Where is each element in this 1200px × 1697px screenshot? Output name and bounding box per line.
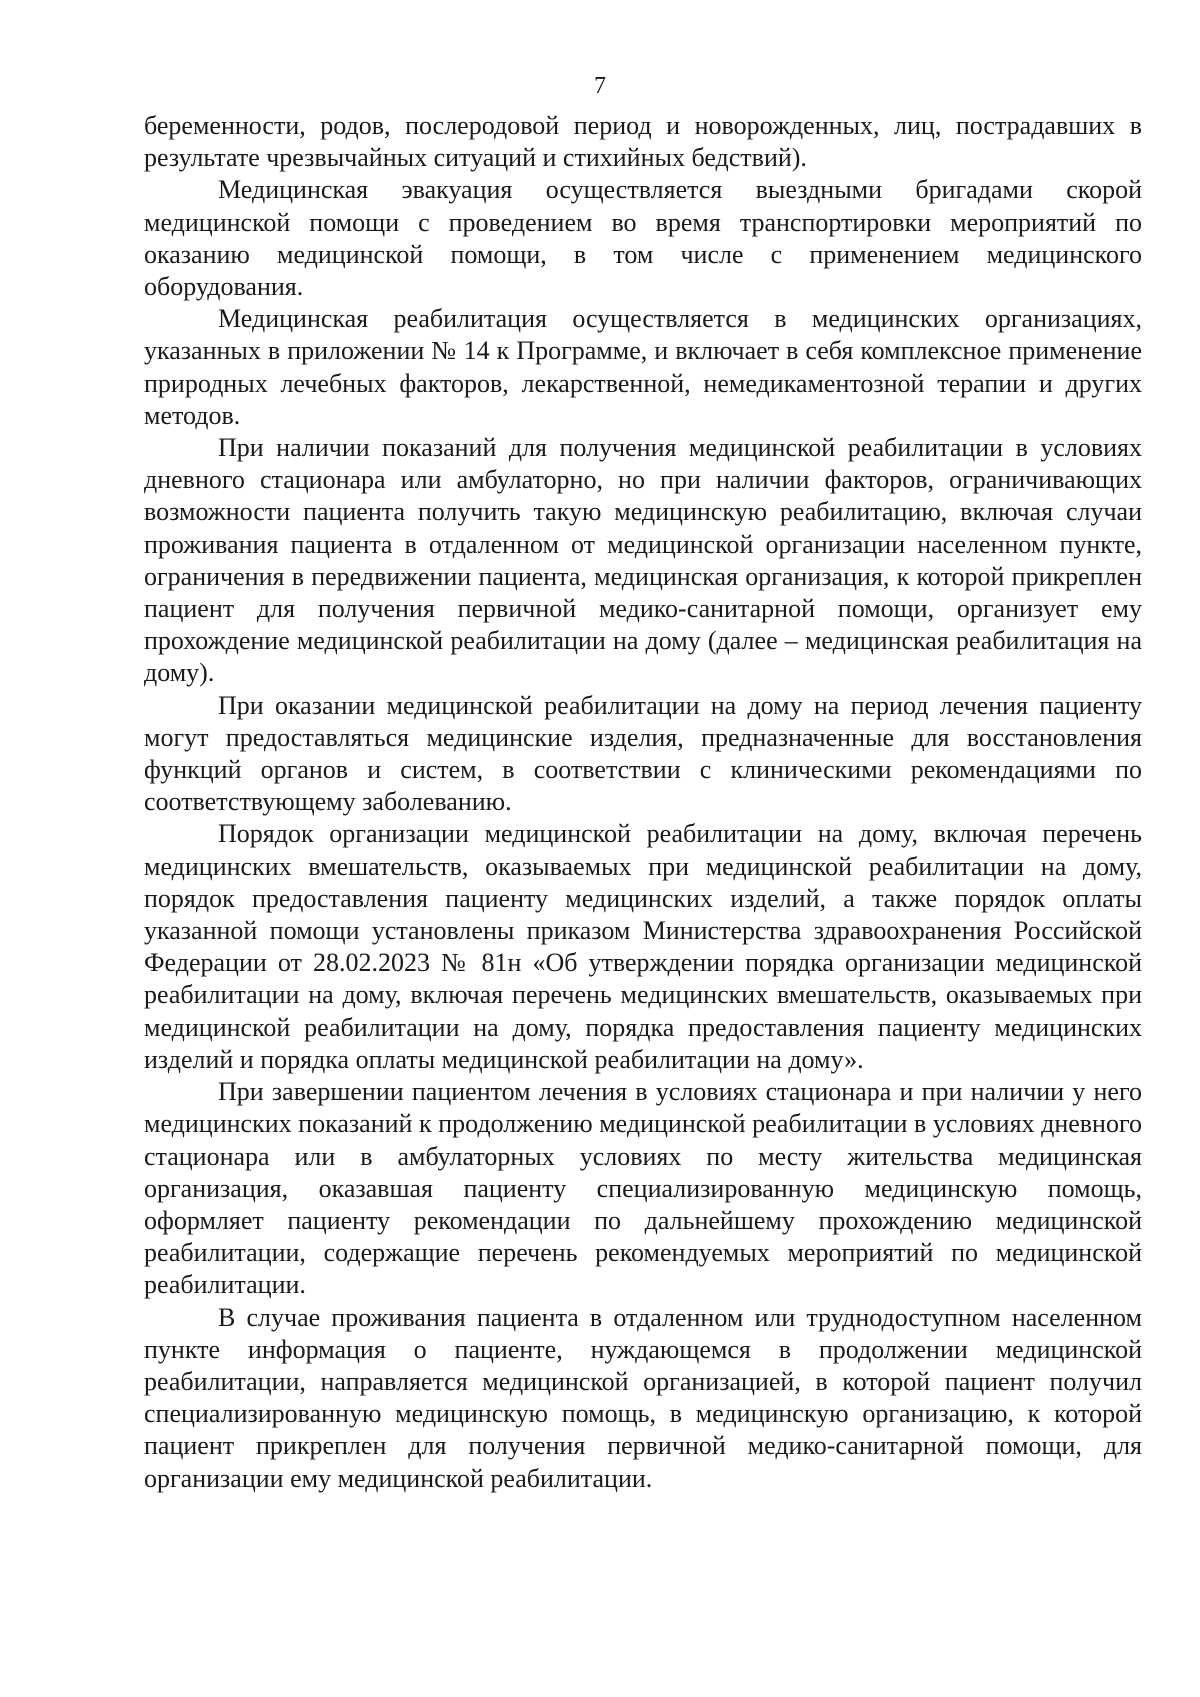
document-body <box>144 110 1142 1495</box>
paragraph-discharge-recommendations: При завершении пациентом лечения в условиях стационара и при наличии у него медицинских показаний к продолжению медицинской реабилитации в условиях дневного стационара или в амбулаторных условиях по месту жительства медицинская организация, оказавшая пациенту специализированную медицинскую помощь, оформляет пациенту рекомендации по дальнейшему прохождению медицинской реабилитации, содержащие перечень рекомендуемых мероприятий по медицинской реабилитации. <box>144 1077 1142 1300</box>
paragraph-home-rehabilitation-indications: При наличии показаний для получения медицинской реабилитации в условиях дневного стационара или амбулаторно, но при наличии факторов, ограничивающих возможности пациента получить такую медицинскую реабилитацию, включая случаи проживания пациента в отдаленном от медицинской организации населенном пункте, ограничения в передвижении пациента, медицинская организация, к которой прикреплен пациент для получения первичной медико-санитарной помощи, организует ему прохождение медицинской реабилитации на дому (далее – медицинская реабилитация на дому). <box>144 433 1142 688</box>
page-number: 7 <box>594 73 606 99</box>
paragraph-rehabilitation-procedure: Порядок организации медицинской реабилитации на дому, включая перечень медицинских вмешательств, оказываемых при медицинской реабилитации на дому, порядок предоставления пациенту медицинских изделий, а также порядок оплаты указанной помощи установлены приказом Министерства здравоохранения Российской Федерации от 28.02.2023 № 81н «Об утверждении порядка организации медицинской реабилитации на дому, включая перечень медицинских вмешательств, оказываемых при медицинской реабилитации на дому, порядка предоставления пациенту медицинских изделий и порядка оплаты медицинской реабилитации на дому». <box>144 819 1142 1074</box>
paragraph-continuation: беременности, родов, послеродовой период и новорожденных, лиц, пострадавших в результате чрезвычайных ситуаций и стихийных бедствий). <box>144 111 1142 173</box>
paragraph-medical-evacuation: Медицинская эвакуация осуществляется выездными бригадами скорой медицинской помощи с проведением во время транспортировки мероприятий по оказанию медицинской помощи, в том числе с применением медицинского оборудования. <box>144 175 1142 302</box>
paragraph-medical-rehabilitation: Медицинская реабилитация осуществляется в медицинских организациях, указанных в приложении № 14 к Программе, и включает в себя комплексное применение природных лечебных факторов, лекарственной, немедикаментозной терапии и других методов. <box>144 304 1142 430</box>
paragraph-remote-settlement: В случае проживания пациента в отдаленном или труднодоступном населенном пункте информация о пациенте, нуждающемся в продолжении медицинской реабилитации, направляется медицинской организацией, в которой пациент получил специализированную медицинскую помощь, в медицинскую организацию, к которой пациент прикреплен для получения первичной медико-санитарной помощи, для организации ему медицинской реабилитации. <box>144 1302 1142 1493</box>
paragraph-medical-devices: При оказании медицинской реабилитации на дому на период лечения пациенту могут предоставляться медицинские изделия, предназначенные для восстановления функций органов и систем, в соответствии с клиническими рекомендациями по соответствующему заболеванию. <box>144 690 1142 817</box>
